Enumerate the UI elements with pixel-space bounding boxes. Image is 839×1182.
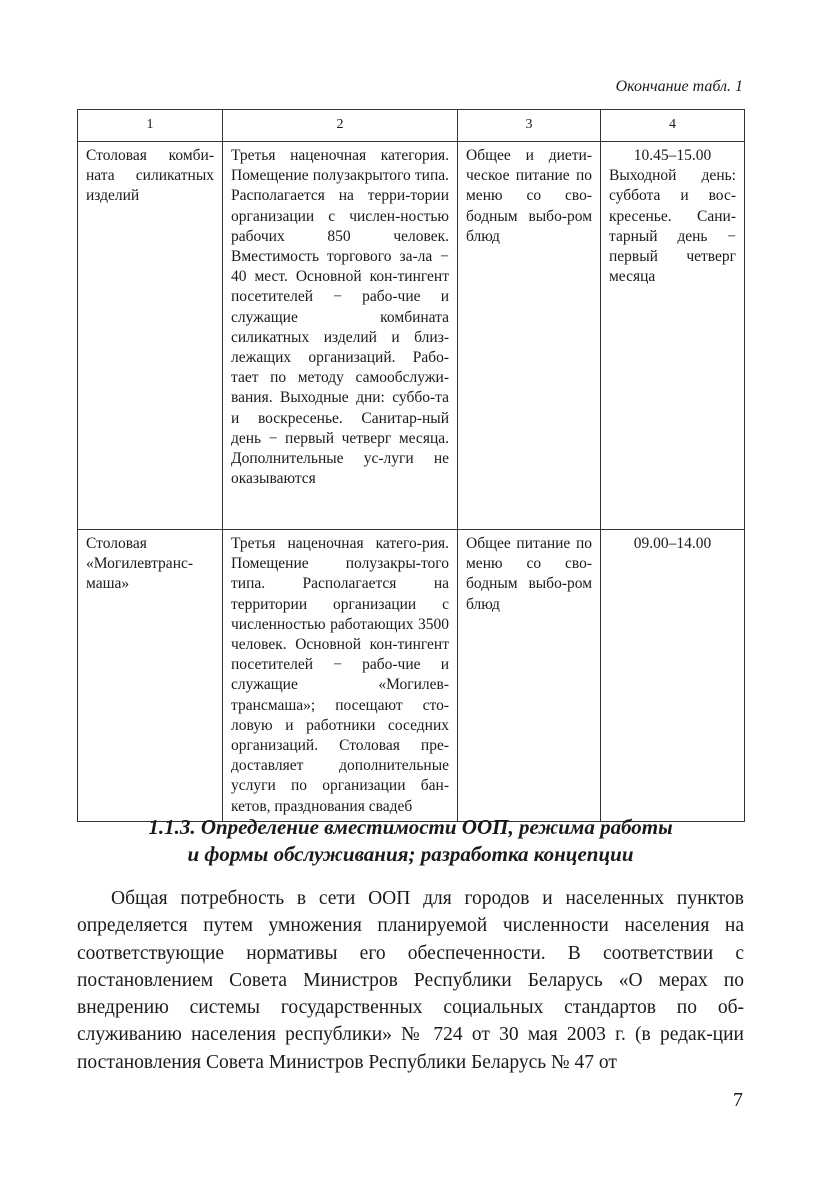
cell-name: Столовая «Могилевтранс-маша» [78,530,223,822]
column-header-1: 1 [78,110,223,142]
section-heading-line-1: 1.1.3. Определение вместимости ООП, режима работы [148,815,673,839]
section-heading-line-2: и формы обслуживания; разработка концепции [187,842,634,866]
cell-hours [601,142,745,530]
cell-description: Третья наценочная категория. Помещение полузакрытого типа. Располагается на терри-тории организации с числен-ностью рабочих 850 человек. Вместимость торгового за-ла − 40 мест. Основной кон-тингент посетителей − рабо-чие и служащие комбината силикатных изделий и близ-лежащих организаций. Рабо-тает по методу самообслужи-вания. Выходные дни: суббо-та и воскресенье. Санитар-ный день − первый четверг месяца. Дополнительные ус-луги не оказываются [223,142,458,530]
table-row [78,530,745,822]
column-header-3: 3 [458,110,601,142]
section-heading [77,814,744,868]
cell-hours [601,530,745,822]
column-header-4: 4 [601,110,745,142]
cell-description: Третья наценочная катего-рия. Помещение полузакры-того типа. Располагается на территории организации с численностью работающих 3500 человек. Основной кон-тингент посетителей − рабо-чие и служащие «Могилев-трансмаша»; посещают сто-ловую и работники соседних организаций. Столовая пре-доставляет дополнительные услуги по организации бан-кетов, празднования свадеб [223,530,458,822]
hours-time: 10.45–15.00 [633,147,712,164]
hours-note: Выходной день: суббота и вос-кресенье. Сани-тарный день − первый четверг месяца [609,167,736,286]
body-paragraph: Общая потребность в сети ООП для городов и населенных пунктов определяется путем умножения планируемой численности населения на соответствующие нормативы его обеспеченности. В соответствии с постановлением Совета Министров Республики Беларусь «О мерах по внедрению системы государственных социальных стандартов по об-служиванию населения республики» № 724 от 30 мая 2003 г. (в редак-ции постановления Совета Министров Республики Беларусь № 47 от [77,888,744,1073]
cell-service: Общее питание по меню со сво-бодным выбо-ром блюд [458,530,601,822]
page-number: 7 [733,1089,743,1111]
table-header-row [78,110,745,142]
data-table [77,109,745,822]
cell-service: Общее и диети-ческое питание по меню со сво-бодным выбо-ром блюд [458,142,601,530]
column-header-2: 2 [223,110,458,142]
continuation-note: Окончание табл. 1 [615,78,743,95]
cell-name: Столовая комби-ната силикатных изделий [78,142,223,530]
hours-time: 09.00–14.00 [633,535,712,552]
table-row [78,142,745,530]
